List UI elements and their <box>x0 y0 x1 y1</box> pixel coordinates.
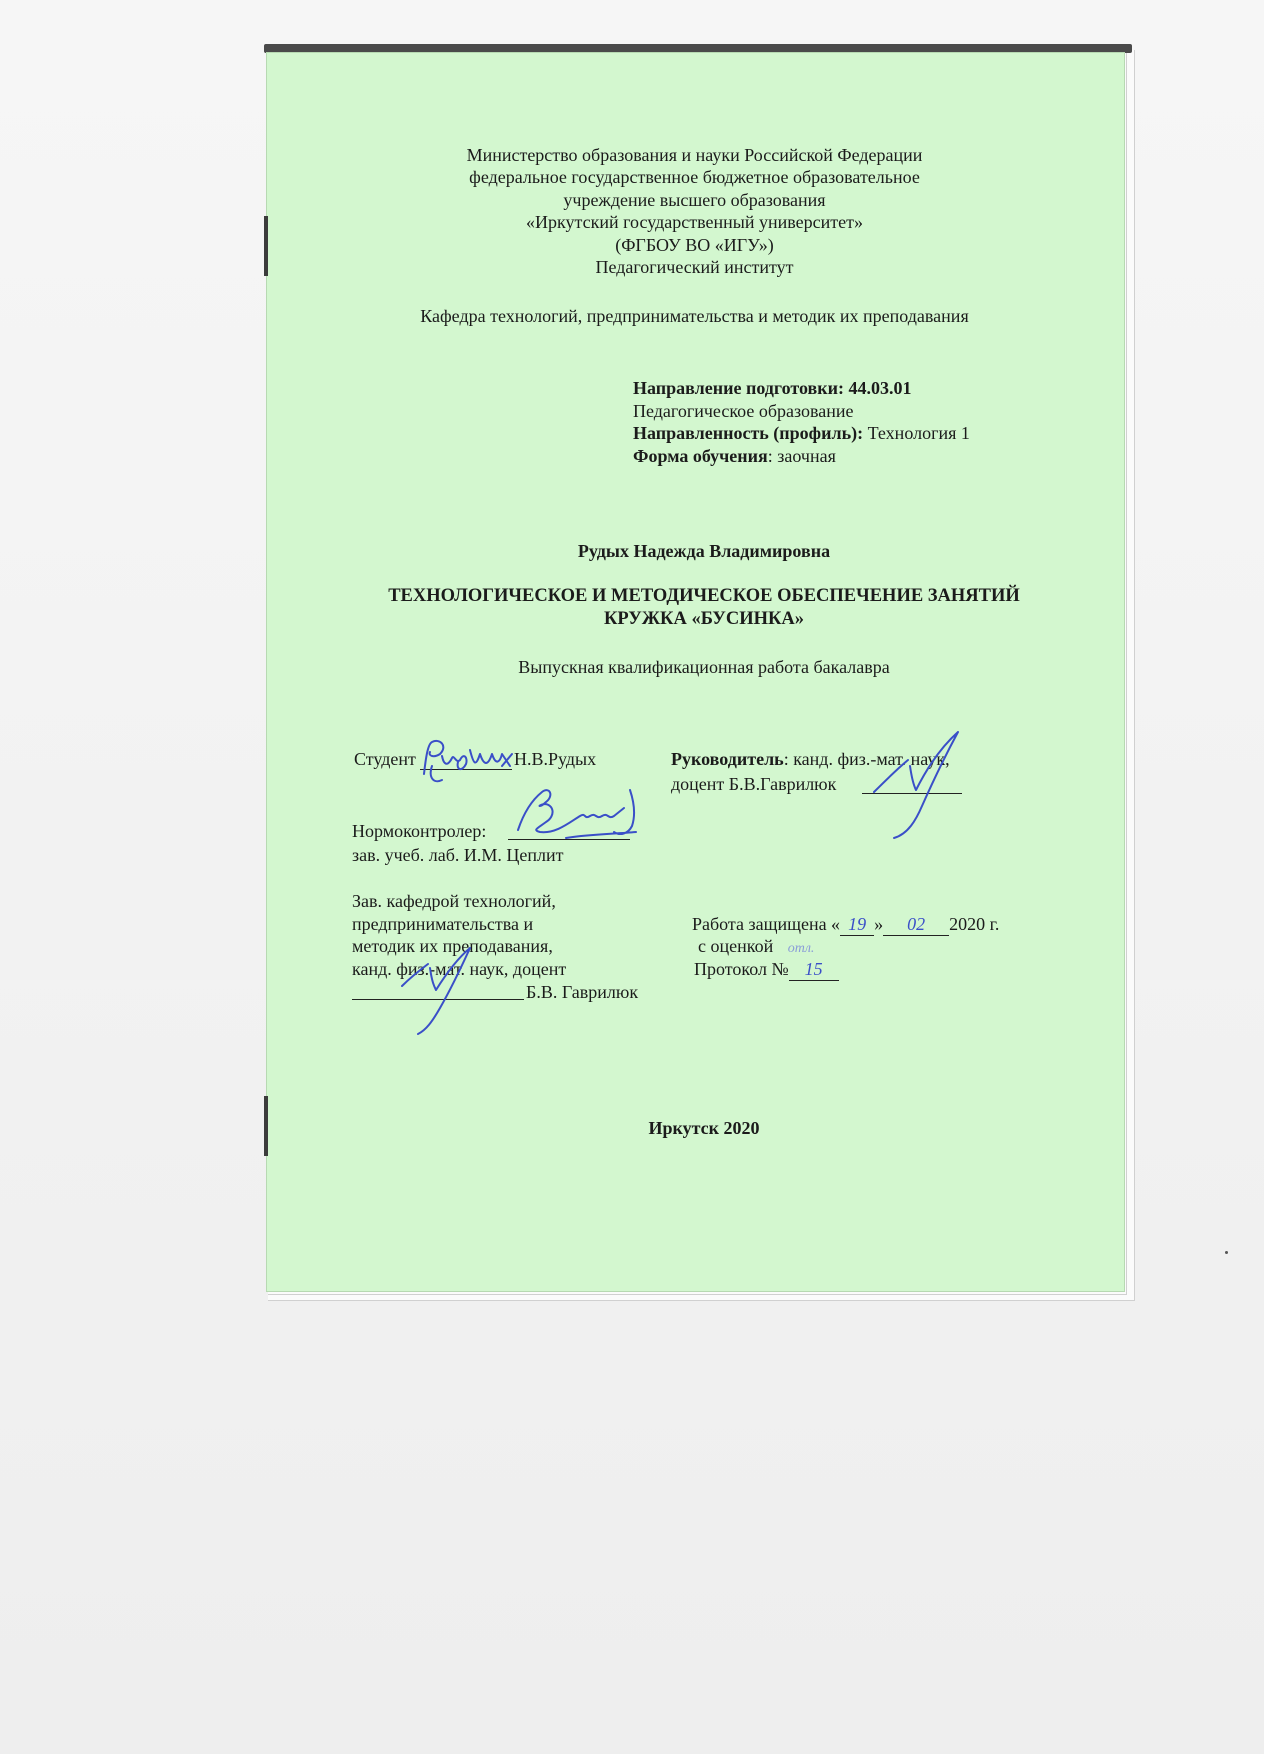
grade-value: отл. <box>787 941 815 956</box>
study-form-value: : заочная <box>767 446 836 466</box>
student-signature <box>418 736 528 786</box>
defense-month: 02 <box>883 913 949 936</box>
protocol-line <box>694 958 839 981</box>
thesis-title-line1: ТЕХНОЛОГИЧЕСКОЕ И МЕТОДИЧЕСКОЕ ОБЕСПЕЧЕНИЕ ЗАНЯТИЙ <box>388 586 1020 606</box>
department-name: Кафедра технологий, предпринимательства и методик их преподавания <box>420 306 969 326</box>
normcontrol-signature <box>510 782 650 846</box>
university-name: «Иркутский государственный университет» <box>526 212 863 232</box>
supervisor-label: Руководитель <box>671 749 784 769</box>
head-title-line3: методик их преподавания, <box>352 936 553 956</box>
institution-level-line: учреждение высшего образования <box>563 190 826 210</box>
supervisor-signature <box>870 730 980 840</box>
university-abbreviation: (ФГБОУ ВО «ИГУ») <box>615 235 774 255</box>
study-form-line <box>633 445 836 467</box>
defense-prefix: Работа защищена « <box>692 914 841 934</box>
defense-year: 2020 г. <box>949 914 1000 934</box>
thesis-title-line2: КРУЖКА «БУСИНКА» <box>603 609 805 629</box>
normcontrol-person: зав. учеб. лаб. И.М. Цеплит <box>352 845 564 865</box>
supervisor-degree: : канд. физ.-мат. наук, <box>783 749 950 769</box>
institute-name: Педагогический институт <box>595 257 794 277</box>
student-label: Студент <box>354 749 416 769</box>
direction-value: Педагогическое образование <box>633 401 854 421</box>
head-title-line4: канд. физ.-мат. наук, доцент <box>352 959 567 979</box>
study-form-label: Форма обучения <box>633 446 768 466</box>
ministry-line: Министерство образования и науки Российской Федерации <box>466 145 923 165</box>
protocol-label: Протокол № <box>694 959 789 979</box>
profile-line <box>633 422 970 444</box>
head-title-line2: предпринимательства и <box>352 914 534 934</box>
normcontrol-label: Нормоконтролер: <box>352 821 487 841</box>
protocol-number: 15 <box>789 958 839 981</box>
work-type: Выпускная квалификационная работа бакалавра <box>518 657 890 677</box>
defense-date-line <box>692 913 999 936</box>
grade-line <box>698 935 814 960</box>
city-year: Иркутск 2020 <box>648 1118 760 1138</box>
grade-label: с оценкой <box>698 936 774 956</box>
head-title-line1: Зав. кафедрой технологий, <box>352 891 556 911</box>
institution-type-line: федеральное государственное бюджетное образовательное <box>469 167 920 187</box>
defense-day: 19 <box>840 913 874 936</box>
defense-separator: » <box>874 914 884 934</box>
supervisor-position: доцент Б.В.Гаврилюк <box>671 774 837 794</box>
author-name: Рудых Надежда Владимировна <box>577 541 831 561</box>
direction-label: Направление подготовки: 44.03.01 <box>633 378 912 398</box>
head-signature <box>398 946 508 1036</box>
profile-label: Направленность (профиль): <box>633 423 864 443</box>
student-name: Н.В.Рудых <box>514 749 597 769</box>
scan-speck <box>1225 1251 1228 1254</box>
head-name: Б.В. Гаврилюк <box>526 982 639 1002</box>
profile-value: Технология 1 <box>863 423 970 443</box>
